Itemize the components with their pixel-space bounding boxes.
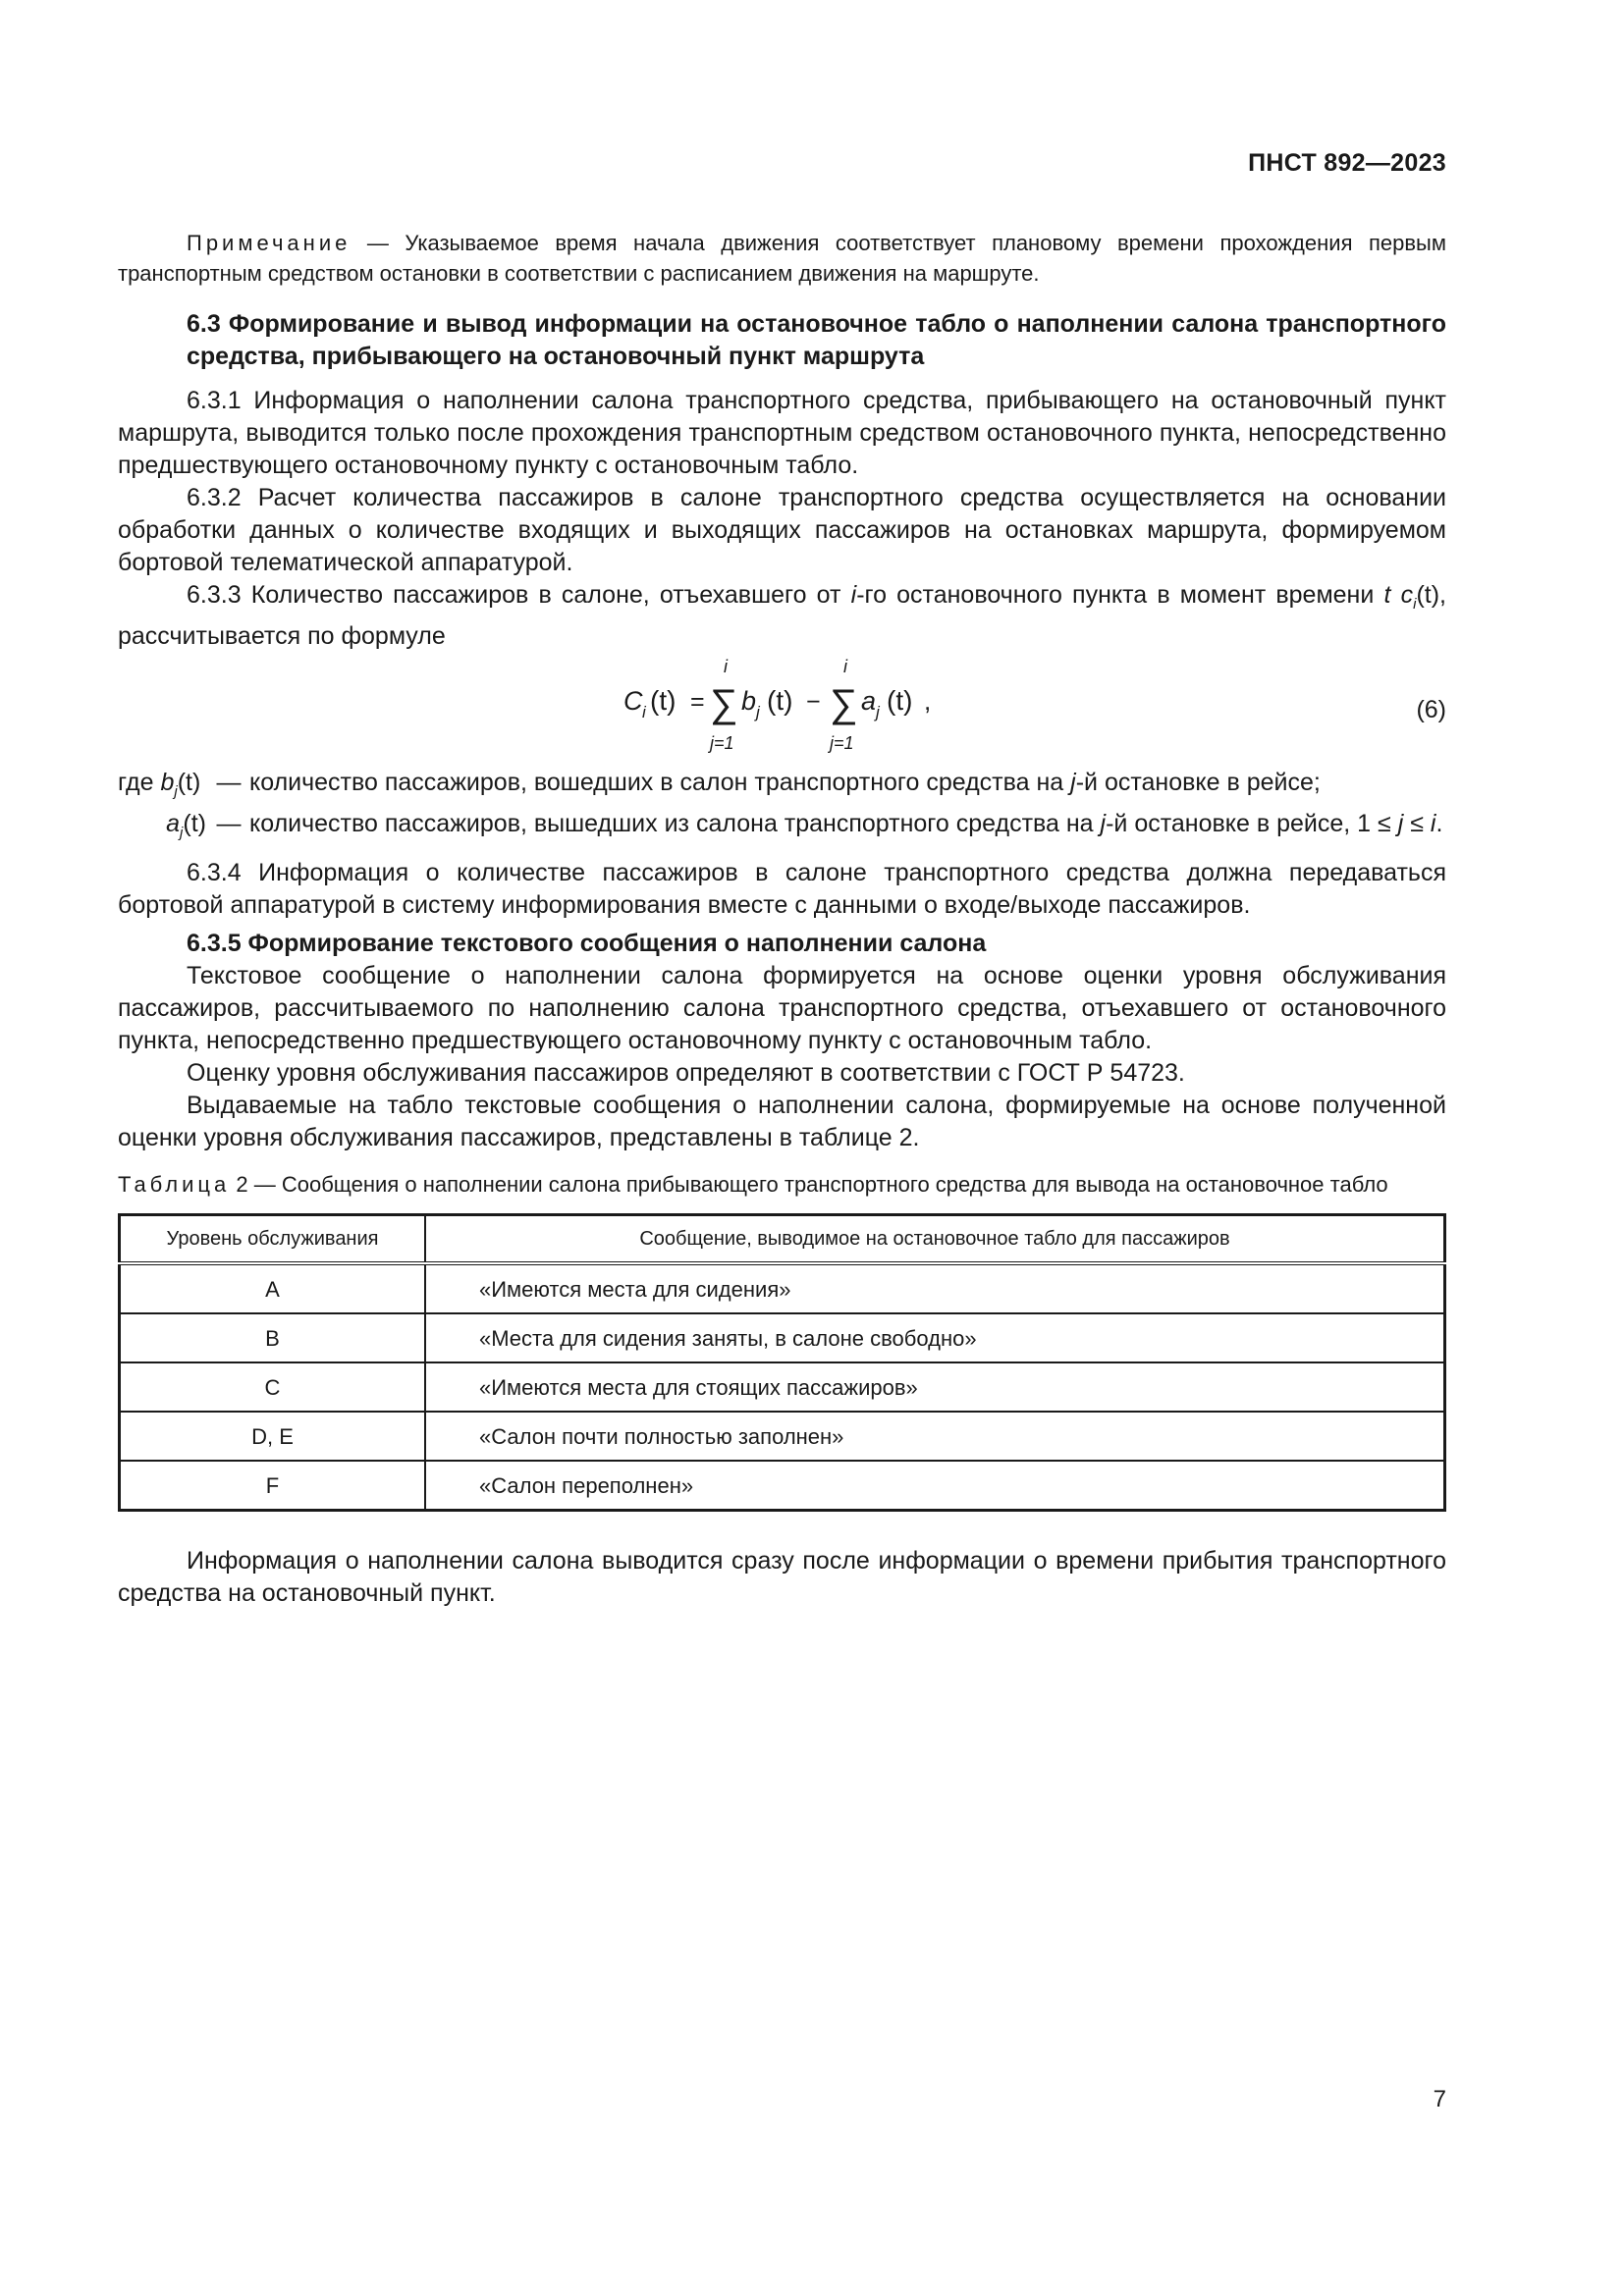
- text-run: j: [174, 783, 178, 800]
- legend-row-b: [118, 767, 1446, 808]
- level-cell: F: [120, 1461, 426, 1511]
- paragraph-6-3-1: 6.3.1 Информация о наполнении салона транспортного средства, прибывающего на остановочный пункт маршрута, выводится только после прохождения транспортным средством остановочного пункта, непосредственно предшествующего остановочному пункту с остановочным табло.: [118, 387, 1446, 479]
- message-cell: «Салон почти полностью заполнен»: [425, 1412, 1445, 1461]
- legend-dash: —: [216, 769, 242, 796]
- table-caption-text: 2 — Сообщения о наполнении салона прибывающего транспортного средства для вывода на остановочное табло: [230, 1172, 1388, 1197]
- formula-term-a: a: [861, 686, 877, 716]
- text-run: количество пассажиров, вошедших в салон транспортного средства на: [249, 769, 1071, 796]
- text-run: j: [1100, 810, 1107, 837]
- text-run: ≤: [1403, 810, 1431, 837]
- text-run: i: [1413, 596, 1417, 613]
- message-cell: «Имеются места для стоящих пассажиров»: [425, 1362, 1445, 1412]
- note-paragraph: [118, 228, 1446, 289]
- formula-arg-3: (t): [887, 685, 913, 716]
- text-run: i: [1430, 810, 1436, 837]
- final-paragraph: Информация о наполнении салона выводится сразу после информации о времени прибытия транспортного средства на остановочный пункт.: [118, 1547, 1446, 1607]
- formula-number: (6): [1416, 696, 1446, 723]
- table-header-cell: Сообщение, выводимое на остановочное табло для пассажиров: [425, 1215, 1445, 1264]
- paragraph-6-3-2: 6.3.2 Расчет количества пассажиров в салоне транспортного средства осуществляется на основании обработки данных о количестве входящих и выходящих пассажиров на остановках маршрута, формируемом бортовой телематической аппаратурой.: [118, 484, 1446, 576]
- text-run: 6.3.3 Количество пассажиров в салоне, отъехавшего от: [187, 581, 851, 609]
- paragraph-6-3-5-1: Текстовое сообщение о наполнении салона формируется на основе оценки уровня обслуживания пассажиров, рассчитываемого по наполнению салона транспортного средства, отъехавшего от остановочного пункта, непосредственно предшествующего остановочному пункту с остановочным табло.: [118, 962, 1446, 1054]
- formula-lhs: C: [623, 686, 643, 716]
- note-text: — Указываемое время начала движения соответствует плановому времени прохождения первым транспортным средством остановки в соответствии с расписанием движения на маршруте.: [118, 231, 1446, 286]
- page-content: [118, 228, 1446, 1610]
- text-run: -й остановке в рейсе;: [1075, 769, 1321, 796]
- formula-legend: [118, 767, 1446, 849]
- text-run: количество пассажиров, вышедших из салона транспортного средства на: [249, 810, 1101, 837]
- table-header-row: [120, 1215, 1445, 1264]
- formula-arg-1: (t): [650, 685, 677, 716]
- formula-6: [118, 653, 1446, 759]
- text-run: , рассчитывается по формуле: [118, 581, 1446, 650]
- text-run: t c: [1383, 581, 1414, 609]
- section-title: 6.3 Формирование и вывод информации на остановочное табло о наполнении салона транспортного средства, прибывающего на остановочный пункт маршрута: [187, 310, 1446, 370]
- table-row: [120, 1362, 1445, 1412]
- legend-dash: —: [216, 810, 242, 837]
- formula-lhs-sub: i: [642, 703, 646, 721]
- formula-eq: =: [690, 688, 705, 716]
- text-run: a: [166, 810, 181, 837]
- sum2-sigma: ∑: [830, 682, 858, 725]
- legend-intro: где: [118, 769, 154, 796]
- formula-svg: [623, 653, 977, 759]
- level-cell: D, Е: [120, 1412, 426, 1461]
- text-run: i: [850, 581, 857, 609]
- formula-minus: −: [806, 688, 821, 716]
- level-cell: В: [120, 1313, 426, 1362]
- formula-term-b: b: [741, 686, 757, 716]
- message-cell: «Места для сидения заняты, в салоне свободно»: [425, 1313, 1445, 1362]
- text-run: j: [1070, 769, 1076, 796]
- paragraph-6-3-4: 6.3.4 Информация о количестве пассажиров в салоне транспортного средства должна передаваться бортовой аппаратурой в систему информирования вместе с данными о входе/выходе пассажиров.: [118, 859, 1446, 919]
- table-row: [120, 1461, 1445, 1511]
- table-row: [120, 1263, 1445, 1313]
- level-cell: С: [120, 1362, 426, 1412]
- formula-term-b-sub: j: [756, 703, 760, 721]
- sum2-lower: j=1: [830, 733, 854, 753]
- text-run: (t): [177, 769, 201, 796]
- level-cell: А: [120, 1263, 426, 1313]
- service-level-table: [118, 1213, 1446, 1512]
- subsection-6-3-5-title: 6.3.5 Формирование текстового сообщения о наполнении салона: [187, 930, 987, 957]
- formula-end: ,: [924, 686, 932, 716]
- text-run: b: [160, 769, 175, 796]
- table-row: [120, 1412, 1445, 1461]
- text-run: -й остановке в рейсе, 1 ≤: [1106, 810, 1398, 837]
- paragraph-6-3-5-2: Оценку уровня обслуживания пассажиров определяют в соответствии с ГОСТ Р 54723.: [187, 1059, 1185, 1087]
- table-row: [120, 1313, 1445, 1362]
- formula-term-a-sub: j: [876, 703, 880, 721]
- legend-text: [249, 808, 1446, 840]
- text-run: j: [1397, 810, 1404, 837]
- sum1-sigma: ∑: [710, 682, 738, 725]
- table-caption-label: Таблица: [118, 1172, 231, 1197]
- message-cell: «Салон переполнен»: [425, 1461, 1445, 1511]
- message-cell: «Имеются места для сидения»: [425, 1263, 1445, 1313]
- sum1-lower: j=1: [710, 733, 734, 753]
- document-code: ПНСТ 892—2023: [1248, 149, 1446, 177]
- table-header-cell: Уровень обслуживания: [120, 1215, 426, 1264]
- text-run: -го остановочного пункта в момент времени: [856, 581, 1384, 609]
- page-number: 7: [1433, 2086, 1446, 2112]
- paragraph-6-3-3: [118, 579, 1446, 653]
- sum1-upper: i: [724, 657, 728, 676]
- text-run: (t): [183, 810, 206, 837]
- text-run: j: [180, 825, 184, 841]
- formula-arg-2: (t): [767, 685, 793, 716]
- table-caption: [118, 1170, 1446, 1200]
- text-run: (t): [1416, 581, 1440, 609]
- legend-symbol: [118, 767, 208, 808]
- text-run: .: [1435, 810, 1443, 837]
- sum2-upper: i: [843, 657, 847, 676]
- note-label: Примечание: [187, 231, 352, 255]
- legend-row-a: [118, 808, 1446, 849]
- legend-symbol: [118, 808, 208, 849]
- paragraph-6-3-5-3: Выдаваемые на табло текстовые сообщения о наполнении салона, формируемые на основе полученной оценки уровня обслуживания пассажиров, представлены в таблице 2.: [118, 1092, 1446, 1151]
- legend-text: [249, 767, 1446, 799]
